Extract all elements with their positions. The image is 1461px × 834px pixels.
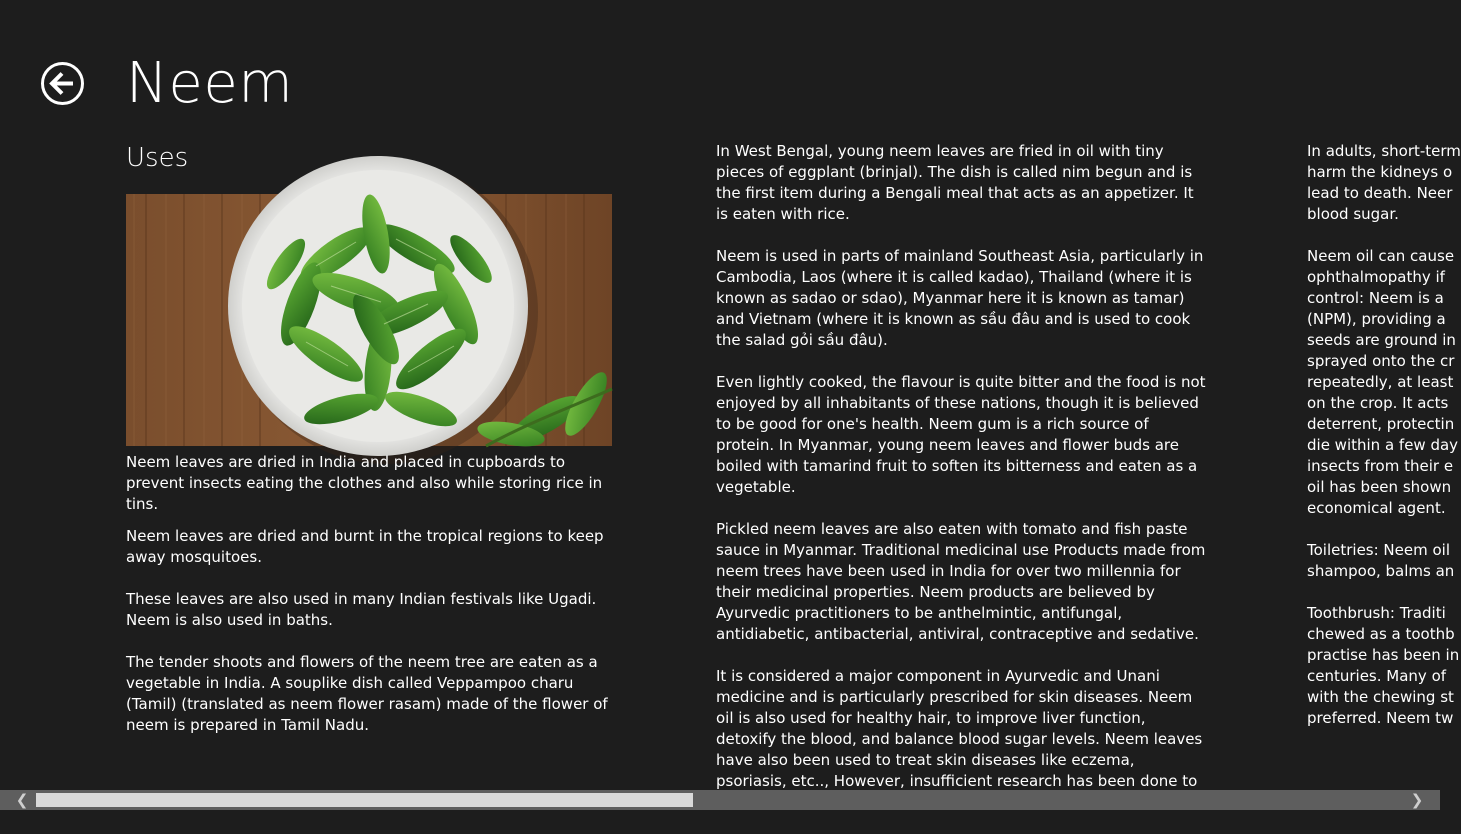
scrollbar-thumb[interactable]	[36, 793, 693, 807]
scroll-right-arrow-icon[interactable]: ❯	[1410, 791, 1424, 809]
paragraph: In West Bengal, young neem leaves are fried in oil with tiny pieces of eggplant (brinjal). The dish is called nim begun and is the first item during a Bengali meal that acts as an appetizer. It is eaten with rice.	[716, 142, 1194, 223]
paragraph: These leaves are also used in many Indian festivals like Ugadi. Neem is also used in baths.	[126, 590, 597, 629]
paragraph: Pickled neem leaves are also eaten with tomato and fish paste sauce in Myanmar. Traditional medicinal use Products made from neem trees have been used in India for over two millennia for their medicinal properties. Neem products are believed by Ayurvedic practitioners to be anthelmintic, antifungal, antidiabetic, antibacterial, antiviral, contraceptive and sedative.	[716, 520, 1206, 643]
neem-leaves-image	[126, 194, 612, 446]
text-column-1	[126, 452, 616, 736]
text-column-2	[716, 141, 1206, 834]
paragraph: In adults, short-term harm the kidneys o lead to death. Neer blood sugar.	[1307, 142, 1461, 223]
back-arrow-circle-icon	[40, 61, 85, 106]
paragraph: Neem oil can cause ophthalmopathy if control: Neem is a (NPM), providing a seeds are ground in sprayed onto the cr repeatedly, at least on the crop. It acts deterrent, protectin die within a few day insects from their e oil has been shown economical agent.	[1307, 247, 1459, 517]
paragraph: Neem leaves are dried in India and placed in cupboards to prevent insects eating the clothes and also while storing rice in tins.	[126, 453, 603, 513]
horizontal-scrollbar[interactable]	[0, 790, 1440, 810]
back-button[interactable]	[40, 61, 85, 106]
scroll-left-arrow-icon[interactable]: ❮	[15, 791, 29, 809]
paragraph: It is considered a major component in Ayurvedic and Unani medicine and is particularly prescribed for skin diseases. Neem oil is also used for healthy hair, to improve liver function, detoxify the blood, and balance blood sugar levels. Neem leaves have also been used to treat skin diseases like eczema, psoriasis, etc.., However, insufficient research has been done to	[716, 667, 1203, 790]
paragraph: Neem leaves are dried and burnt in the tropical regions to keep away mosquitoes.	[126, 527, 604, 566]
paragraph: Toothbrush: Traditi chewed as a toothb practise has been in centuries. Many of with the chewing st preferred. Neem tw	[1307, 604, 1460, 727]
paragraph: Even lightly cooked, the flavour is quite bitter and the food is not enjoyed by all inhabitants of these nations, though it is believed to be good for one's health. Neem gum is a rich source of protein. In Myanmar, young neem leaves and flower buds are boiled with tamarind fruit to soften its bitterness and eaten as a vegetable.	[716, 373, 1206, 496]
paragraph: The tender shoots and flowers of the neem tree are eaten as a vegetable in India. A souplike dish called Veppampoo charu (Tamil) (translated as neem flower rasam) made of the flower of neem is prepared in Tamil Nadu.	[126, 653, 608, 734]
page-title: Neem	[126, 51, 294, 116]
paragraph: Neem is used in parts of mainland Southeast Asia, particularly in Cambodia, Laos (where it is called kadao), Thailand (where it is known as sadao or sdao), Myanmar here it is known as tamar) and Vietnam (where it is known as sầu đâu and is used to cook the salad gỏi sầu đâu).	[716, 247, 1204, 349]
paragraph: Toiletries: Neem oil shampoo, balms an	[1307, 541, 1455, 580]
section-heading: Uses	[126, 143, 189, 173]
text-column-3-clipped	[1307, 141, 1461, 750]
